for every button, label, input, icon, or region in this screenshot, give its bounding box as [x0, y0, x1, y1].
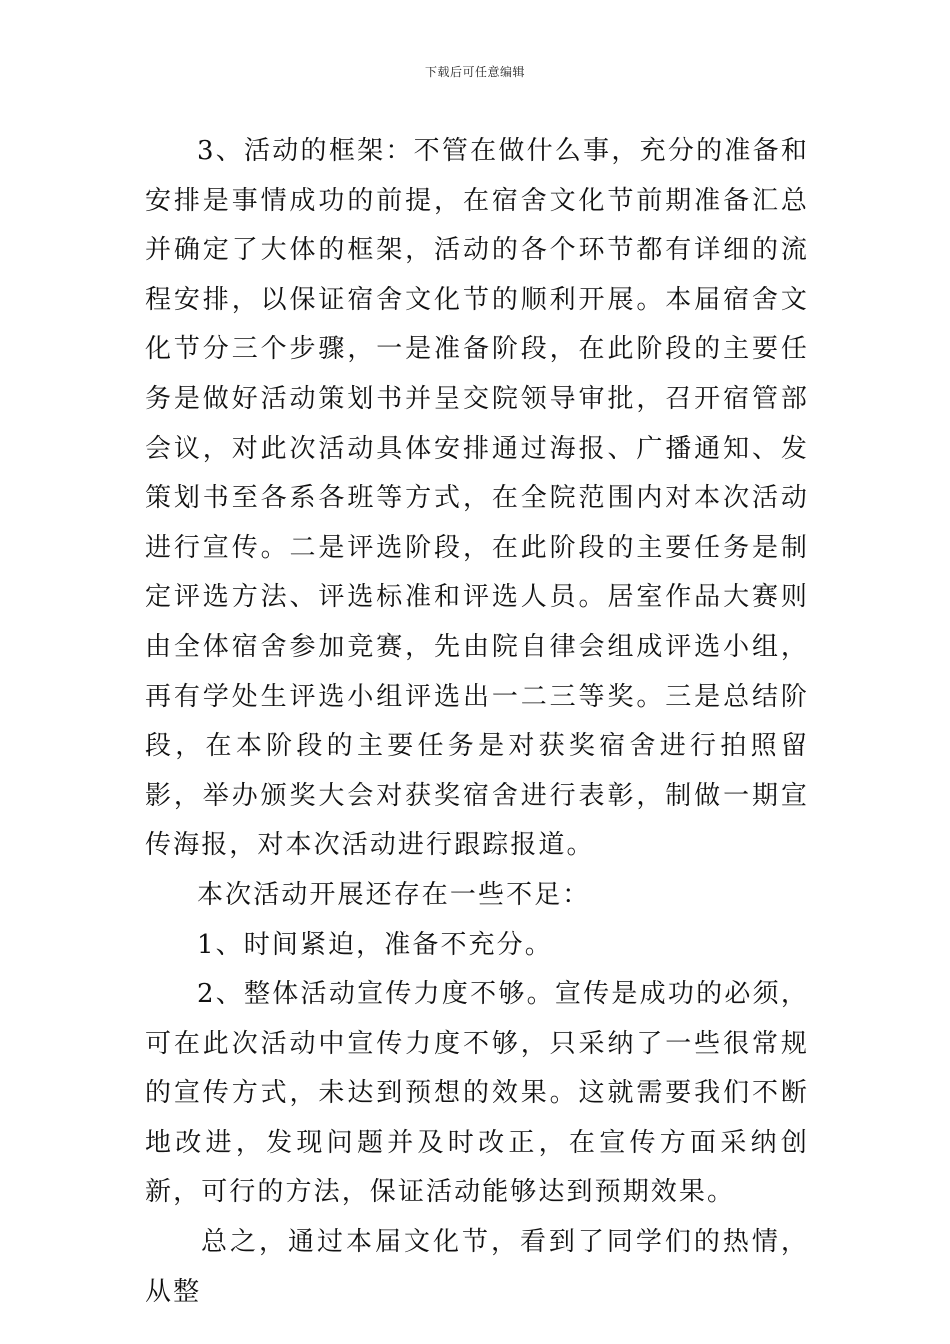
paragraph-shortcoming-1: 1、时间紧迫，准备不充分。: [197, 929, 553, 960]
page-header: 下载后可任意编辑: [424, 65, 525, 79]
paragraph-conclusion: 总之，通过本届文化节，看到了同学们的热情，从整: [145, 1227, 809, 1307]
document-body: [145, 127, 809, 1317]
paragraph-activity-framework: 3、活动的框架：不管在做什么事，充分的准备和安排是事情成功的前提，在宿舍文化节前期准备汇总并确定了大体的框架，活动的各个环节都有详细的流程安排，以保证宿舍文化节的顺利开展。本届宿舍文化节分三个步骤，一是准备阶段，在此阶段的主要任务是做好活动策划书并呈交院领导审批，召开宿管部会议，对此次活动具体安排通过海报、广播通知、发策划书至各系各班等方式，在全院范围内对本次活动进行宣传。二是评选阶段，在此阶段的主要任务是制定评选方法、评选标准和评选人员。居室作品大赛则由全体宿舍参加竞赛，先由院自律会组成评选小组，再有学处生评选小组评选出一二三等奖。三是总结阶段，在本阶段的主要任务是对获奖宿舍进行拍照留影，举办颁奖大会对获奖宿舍进行表彰，制做一期宣传海报，对本次活动进行跟踪报道。: [145, 136, 809, 861]
paragraph-shortcomings-intro: 本次活动开展还存在一些不足：: [197, 879, 591, 910]
paragraph-shortcoming-2: 2、整体活动宣传力度不够。宣传是成功的必须，可在此次活动中宣传力度不够，只采纳了一些很常规的宣传方式，未达到预想的效果。这就需要我们不断地改进，发现问题并及时改正，在宣传方面采纳创新，可行的方法，保证活动能够达到预期效果。: [145, 979, 809, 1208]
